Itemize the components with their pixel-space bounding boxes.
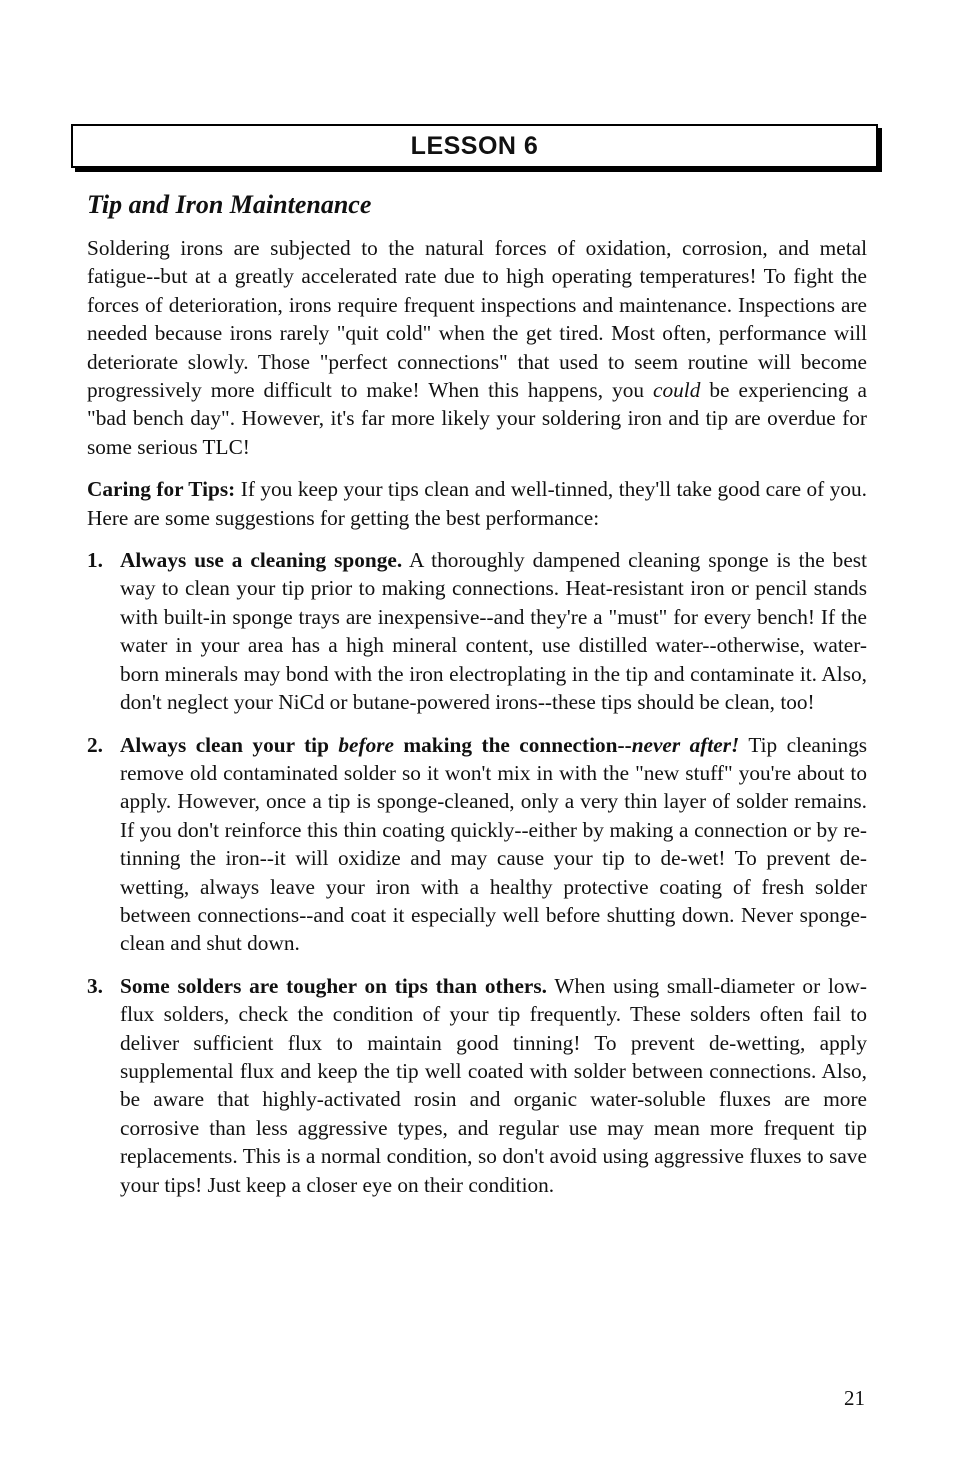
item-text: A thoroughly dampened cleaning sponge is the best way to clean your tip prior to making connections. Heat-resistant iron or pencil stands with built-in sponge trays are inexpensive--and they're a "must" for every bench! If the water in your area has a high mineral content, use distilled water--otherwise, water-born minerals may bond with the iron electroplating in the tip and contaminate it. Also, don't neglect your NiCd or butane-powered irons--these tips should be clean, too! — [120, 548, 867, 715]
item-heading-part: Always clean your tip — [120, 732, 339, 757]
lesson-header-box — [71, 124, 878, 168]
lesson-title: LESSON 6 — [410, 131, 539, 160]
item-number: 2. — [87, 732, 103, 757]
caring-text: If you keep your tips clean and well-tinned, they'll take good care of you. Here are some suggestions for getting the best performance: — [87, 477, 867, 530]
item-text: When using small-diameter or low-flux solders, check the condition of your tip frequently. These solders often fail to deliver sufficient flux to maintain good tinning! To prevent de-wetting, apply supplemental flux and keep the tip well coated with solder between connections. Also, be aware that highly-activated rosin and organic water-soluble fluxes are more corrosive than less aggressive types, and regular use may mean more frequent tip replacements. This is a normal condition, so don't avoid using aggressive fluxes to save your tips! Just keep a closer eye on their condition. — [120, 973, 867, 1197]
tips-list — [87, 546, 867, 1199]
item-heading-part: making the connection-- — [393, 732, 632, 757]
section-title: Tip and Iron Maintenance — [87, 190, 372, 219]
page-number: 21 — [844, 1386, 865, 1410]
intro-text-1: Soldering irons are subjected to the natural forces of oxidation, corrosion, and metal fatigue--but at a greatly accelerated rate due to high operating temperatures! To fight the forces of deterioration, irons require frequent inspections and maintenance. Inspections are needed because irons rarely "quit cold" when the get tired. Most often, performance will deteriorate slowly. Those "perfect connections" that used to seem routine will become progressively more difficult to make! When this happens, you — [87, 236, 867, 403]
list-item — [87, 731, 867, 958]
caring-paragraph — [87, 475, 867, 532]
list-item — [87, 546, 867, 716]
page-content — [87, 188, 867, 1213]
item-heading: Some solders are tougher on tips than others. — [120, 973, 547, 998]
intro-emphasis: could — [653, 378, 701, 403]
item-text: Tip cleanings remove old contaminated solder so it won't mix in with the "new stuff" you're about to apply. However, once a tip is sponge-cleaned, only a very thin layer of solder remains. If you don't reinforce this thin coating quickly--either by making a connection or by re-tinning the iron--it will oxidize and may cause your tip to de-wet! To prevent de-wetting, always leave your iron with a healthy protective coating of fresh solder between connections--and coat it especially well before shutting down. Never sponge-clean and shut down. — [120, 732, 868, 956]
item-number: 3. — [87, 973, 103, 998]
intro-text-2: be experiencing a "bad bench day". However, it's far more likely your soldering iron and tip are overdue for some serious TLC! — [87, 378, 867, 459]
list-item — [87, 972, 867, 1199]
item-heading-emphasis: before — [338, 732, 394, 757]
item-heading-emphasis: never after! — [631, 732, 740, 757]
item-number: 1. — [87, 548, 103, 573]
item-heading: Always use a cleaning sponge. — [120, 548, 403, 573]
caring-label: Caring for Tips: — [87, 477, 236, 502]
intro-paragraph — [87, 234, 867, 461]
